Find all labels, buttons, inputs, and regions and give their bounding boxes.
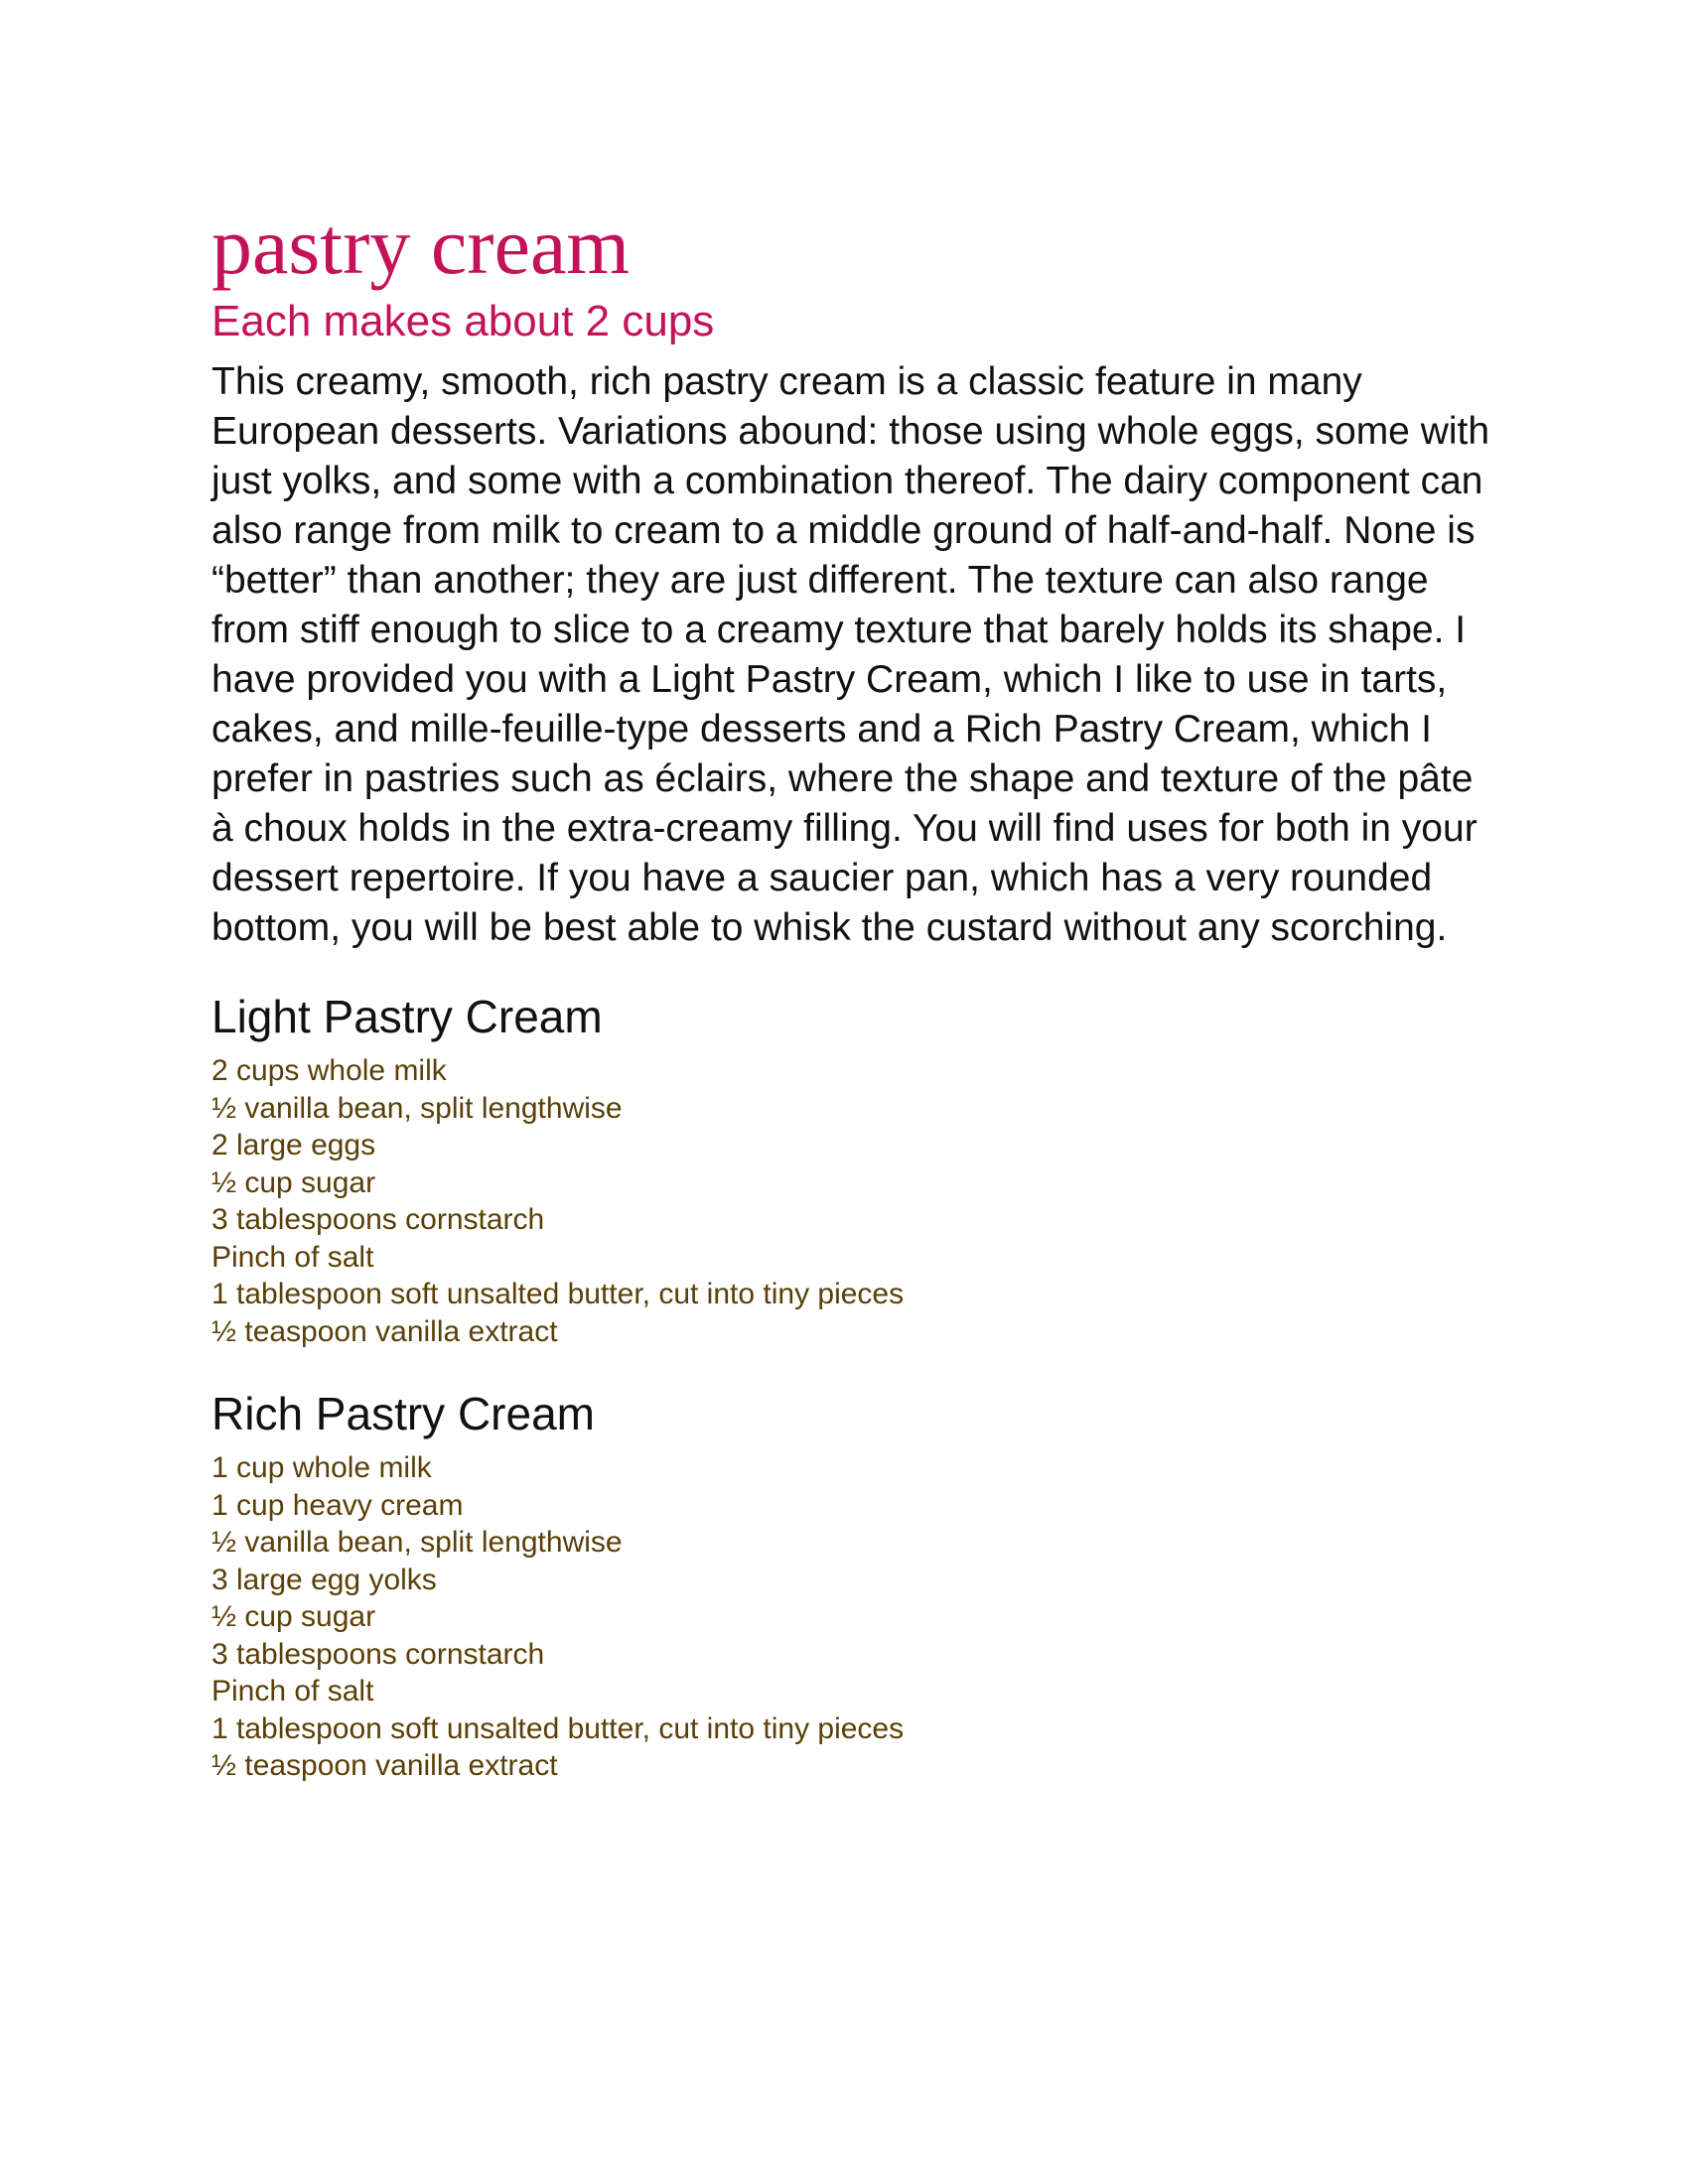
ingredient-item: ½ vanilla bean, split lengthwise <box>211 1091 623 1125</box>
ingredient-item: ½ vanilla bean, split lengthwise <box>211 1526 623 1559</box>
ingredient-item: 3 tablespoons cornstarch <box>211 1203 545 1236</box>
intro-paragraph: This creamy, smooth, rich pastry cream is a classic feature in many European desserts. Variations abound: those using whole eggs, some with just yolks, and some with a combination thereof. The dairy component can also range from milk to cream to a middle ground of half-and-half. None is “better” than another; they are just different. The texture can also range from stiff enough to slice to a creamy texture that barely holds its shape. I have provided you with a Light Pastry Cream, which I like to use in tarts, cakes, and mille-feuille-type desserts and a Rich Pastry Cream, which I prefer in pastries such as éclairs, where the shape and texture of the pâte à choux holds in the extra-creamy filling. You will find uses for both in your dessert repertoire. If you have a saucier pan, which has a very rounded bottom, you will be best able to whisk the custard without any scorching. <box>211 360 1490 949</box>
ingredient-item: 3 tablespoons cornstarch <box>211 1637 545 1671</box>
ingredient-item: 1 cup whole milk <box>211 1451 432 1484</box>
light-ingredient-list <box>211 1052 1502 1350</box>
ingredient-item: 1 cup heavy cream <box>211 1488 464 1522</box>
ingredient-item: ½ teaspoon vanilla extract <box>211 1749 558 1782</box>
ingredient-item: Pinch of salt <box>211 1240 374 1274</box>
ingredient-item: 3 large egg yolks <box>211 1563 437 1596</box>
ingredient-item: 1 tablespoon soft unsalted butter, cut into tiny pieces <box>211 1711 905 1745</box>
ingredient-item: 2 cups whole milk <box>211 1054 447 1087</box>
yield-subtitle: Each makes about 2 cups <box>211 297 715 345</box>
ingredient-item: 2 large eggs <box>211 1129 376 1161</box>
ingredient-item: ½ teaspoon vanilla extract <box>211 1314 558 1348</box>
recipe-page <box>211 199 1502 1785</box>
ingredient-item: ½ cup sugar <box>211 1600 376 1633</box>
page-title: pastry cream <box>211 201 631 291</box>
ingredient-item: Pinch of salt <box>211 1675 374 1707</box>
ingredient-item: 1 tablespoon soft unsalted butter, cut into tiny pieces <box>211 1278 905 1310</box>
rich-pastry-cream-heading: Rich Pastry Cream <box>211 1388 595 1439</box>
rich-ingredient-list <box>211 1449 1502 1785</box>
ingredient-item: ½ cup sugar <box>211 1165 376 1199</box>
light-pastry-cream-heading: Light Pastry Cream <box>211 991 603 1042</box>
